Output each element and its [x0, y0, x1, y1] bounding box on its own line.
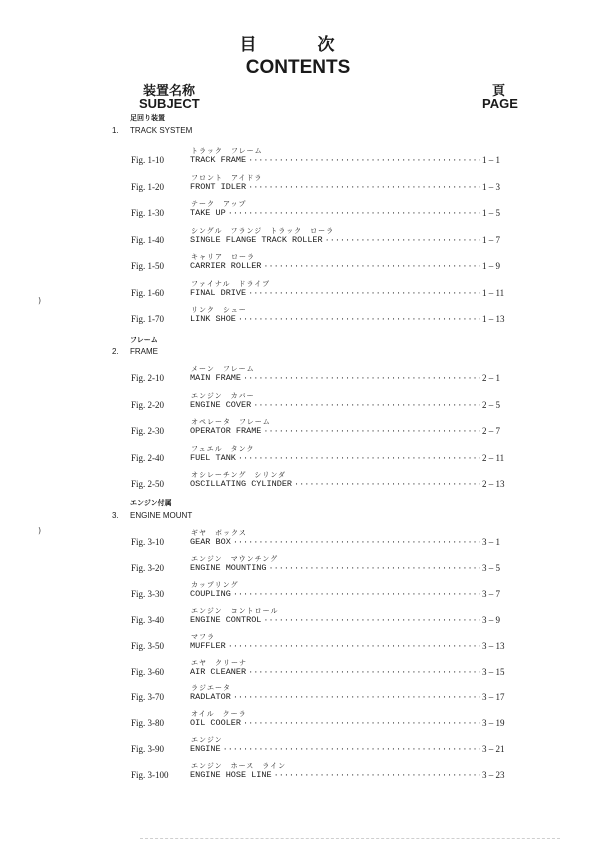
section-title: TRACK SYSTEM [130, 126, 193, 135]
figure-number: Fig. 1-50 [131, 261, 165, 271]
entry-name-with-leader [190, 589, 482, 599]
entry-kana-reading: ファイナル ドライブ [191, 279, 271, 288]
dot-leader [269, 563, 480, 573]
entry-name-with-leader [190, 373, 482, 383]
entry-name-with-leader [190, 770, 482, 780]
binding-hole-mark: ) [38, 296, 42, 305]
section-title-japanese: エンジン付属 [130, 499, 172, 507]
figure-number: Fig. 3-40 [131, 614, 165, 625]
entry-kana-reading: オイル クーラ [191, 710, 247, 719]
title-japanese: 目 次 [239, 35, 357, 55]
figure-number: Fig. 1-40 [131, 234, 165, 245]
page-number: 1 – 5 [482, 208, 500, 218]
page-number: 1 – 9 [482, 261, 500, 271]
entry-name: RADLATOR [190, 692, 231, 703]
entry-name-with-leader [190, 537, 482, 547]
page-number: 3 – 9 [482, 614, 500, 625]
entry-kana-reading: オシレーチング シリンダ [191, 471, 287, 479]
page-number: 3 – 17 [482, 692, 505, 703]
page-number: 2 – 7 [482, 426, 500, 436]
entry-name-with-leader [190, 718, 482, 728]
subject-header-english: SUBJECT [139, 96, 200, 111]
entry-name: SINGLE FLANGE TRACK ROLLER [190, 234, 323, 245]
page-header-japanese: 頁 [492, 84, 506, 99]
entry-kana-reading: エンジン カバー [191, 391, 255, 400]
figure-number: Fig. 1-60 [131, 287, 165, 298]
entry-name: CARRIER ROLLER [190, 261, 262, 271]
section-title: FRAME [130, 347, 158, 356]
page-bottom-rule [140, 838, 560, 839]
binding-hole-mark: ) [38, 526, 42, 535]
page-number: 1 – 11 [482, 287, 505, 298]
entry-name: FRONT IDLER [190, 181, 247, 192]
entry-name-with-leader [190, 667, 482, 677]
entry-name-with-leader [190, 453, 482, 463]
entry-kana-reading: リンク シュー [191, 306, 247, 314]
entry-kana-reading: エンジン コントロール [191, 606, 279, 615]
page-number: 3 – 21 [482, 744, 505, 755]
figure-number: Fig. 3-60 [131, 666, 165, 677]
page-number: 3 – 19 [482, 718, 505, 729]
entry-name: MAIN FRAME [190, 373, 242, 383]
figure-number: Fig. 3-80 [131, 718, 165, 729]
page-number: 2 – 11 [482, 452, 505, 463]
entry-name: ENGINE HOSE LINE [190, 770, 272, 781]
entry-name-with-leader [190, 155, 482, 165]
figure-number: Fig. 2-10 [131, 373, 165, 383]
figure-number: Fig. 1-10 [131, 155, 165, 165]
dot-leader [248, 667, 480, 677]
entry-kana-reading: マフラ [191, 632, 215, 641]
entry-name-with-leader [190, 288, 482, 298]
page-number: 2 – 5 [482, 399, 500, 410]
entry-name: ENGINE CONTROL [190, 614, 262, 625]
entry-kana-reading: カップリング [191, 580, 239, 589]
entry-name-with-leader [190, 261, 482, 271]
entry-name-with-leader [190, 563, 482, 573]
entry-name-with-leader [190, 400, 482, 410]
dot-leader [243, 373, 480, 383]
entry-kana-reading: メーン フレーム [191, 365, 255, 373]
section-number: 1. [112, 126, 119, 135]
dot-leader [263, 426, 480, 436]
entry-name: AIR CLEANER [190, 666, 247, 677]
entry-name: MUFFLER [190, 640, 226, 651]
page-number: 3 – 15 [482, 666, 505, 677]
dot-leader [243, 718, 480, 728]
figure-number: Fig. 3-50 [131, 640, 165, 651]
dot-leader [228, 208, 480, 218]
entry-kana-reading: オペレータ フレーム [191, 418, 271, 426]
dot-leader [233, 692, 480, 702]
figure-number: Fig. 3-10 [131, 537, 165, 547]
page-number: 2 – 1 [482, 373, 500, 383]
entry-name-with-leader [190, 182, 482, 192]
subject-header-japanese: 装置名称 [143, 84, 196, 99]
page-number: 3 – 1 [482, 537, 500, 547]
figure-number: Fig. 2-30 [131, 426, 165, 436]
figure-number: Fig. 3-100 [131, 770, 169, 781]
entry-kana-reading: ラジエータ [191, 684, 231, 693]
page-header-english: PAGE [482, 96, 518, 111]
section-title-japanese: 足回り装置 [130, 114, 165, 122]
entry-kana-reading: フロント アイドラ [191, 173, 263, 182]
entry-kana-reading: エンジン [191, 736, 223, 745]
figure-number: Fig. 2-50 [131, 479, 165, 489]
title-english: CONTENTS [245, 57, 351, 78]
dot-leader [253, 400, 480, 410]
entry-name: OIL COOLER [190, 718, 242, 729]
entry-kana-reading: エンジン ホース ライン [191, 762, 287, 771]
section-title-japanese: フレーム [130, 336, 158, 344]
entry-name-with-leader [190, 615, 482, 625]
entry-name-with-leader [190, 235, 482, 245]
dot-leader [238, 453, 480, 463]
dot-leader [263, 615, 480, 625]
entry-name-with-leader [190, 641, 482, 651]
entry-name-with-leader [190, 479, 482, 489]
dot-leader [248, 182, 480, 192]
entry-name: ENGINE COVER [190, 399, 252, 410]
entry-name-with-leader [190, 426, 482, 436]
figure-number: Fig. 2-20 [131, 399, 165, 410]
dot-leader [325, 235, 480, 245]
entry-name-with-leader [190, 692, 482, 702]
page-number: 3 – 7 [482, 588, 500, 599]
figure-number: Fig. 2-40 [131, 452, 165, 463]
page-number: 1 – 7 [482, 234, 500, 245]
entry-name: ENGINE MOUNTING [190, 562, 267, 573]
entry-kana-reading: エンジン マウンチング [191, 554, 279, 563]
entry-name-with-leader [190, 744, 482, 754]
page-number: 3 – 5 [482, 562, 500, 573]
figure-number: Fig. 1-20 [131, 181, 165, 192]
section-number: 2. [112, 347, 119, 356]
dot-leader [233, 589, 480, 599]
dot-leader [248, 288, 480, 298]
dot-leader [233, 537, 480, 547]
dot-leader [228, 641, 480, 651]
entry-name: FUEL TANK [190, 452, 236, 463]
figure-number: Fig. 1-70 [131, 314, 165, 324]
section-title: ENGINE MOUNT [130, 511, 193, 520]
entry-name-with-leader [190, 208, 482, 218]
page-number: 1 – 1 [482, 155, 500, 165]
entry-name: TRACK FRAME [190, 155, 247, 165]
dot-leader [223, 744, 480, 754]
entry-kana-reading: ギヤ ボックス [191, 529, 247, 537]
entry-kana-reading: シングル フランジ トラック ローラ [191, 226, 335, 235]
entry-name: TAKE UP [190, 208, 226, 218]
figure-number: Fig. 1-30 [131, 208, 165, 218]
entry-kana-reading: トラック フレーム [191, 147, 263, 155]
figure-number: Fig. 3-90 [131, 744, 165, 755]
entry-name: FINAL DRIVE [190, 287, 247, 298]
entry-name-with-leader [190, 314, 482, 324]
figure-number: Fig. 3-70 [131, 692, 165, 703]
entry-kana-reading: エヤ クリーナ [191, 658, 247, 667]
figure-number: Fig. 3-20 [131, 562, 165, 573]
page-number: 3 – 13 [482, 640, 505, 651]
dot-leader [263, 261, 480, 271]
dot-leader [248, 155, 480, 165]
entry-kana-reading: フュエル タンク [191, 444, 255, 453]
page-number: 1 – 13 [482, 314, 505, 324]
entry-name: OSCILLATING CYLINDER [190, 479, 293, 489]
entry-name: COUPLING [190, 588, 231, 599]
entry-name: ENGINE [190, 744, 221, 755]
section-number: 3. [112, 511, 119, 520]
entry-name: LINK SHOE [190, 314, 236, 324]
entry-kana-reading: キャリア ローラ [191, 253, 255, 261]
figure-number: Fig. 3-30 [131, 588, 165, 599]
dot-leader [238, 314, 480, 324]
dot-leader [294, 479, 480, 489]
page-number: 2 – 13 [482, 479, 505, 489]
page-number: 3 – 23 [482, 770, 505, 781]
dot-leader [274, 770, 480, 780]
entry-name: OPERATOR FRAME [190, 426, 262, 436]
entry-name: GEAR BOX [190, 537, 231, 547]
page-number: 1 – 3 [482, 181, 500, 192]
entry-kana-reading: テーク アップ [191, 200, 247, 208]
